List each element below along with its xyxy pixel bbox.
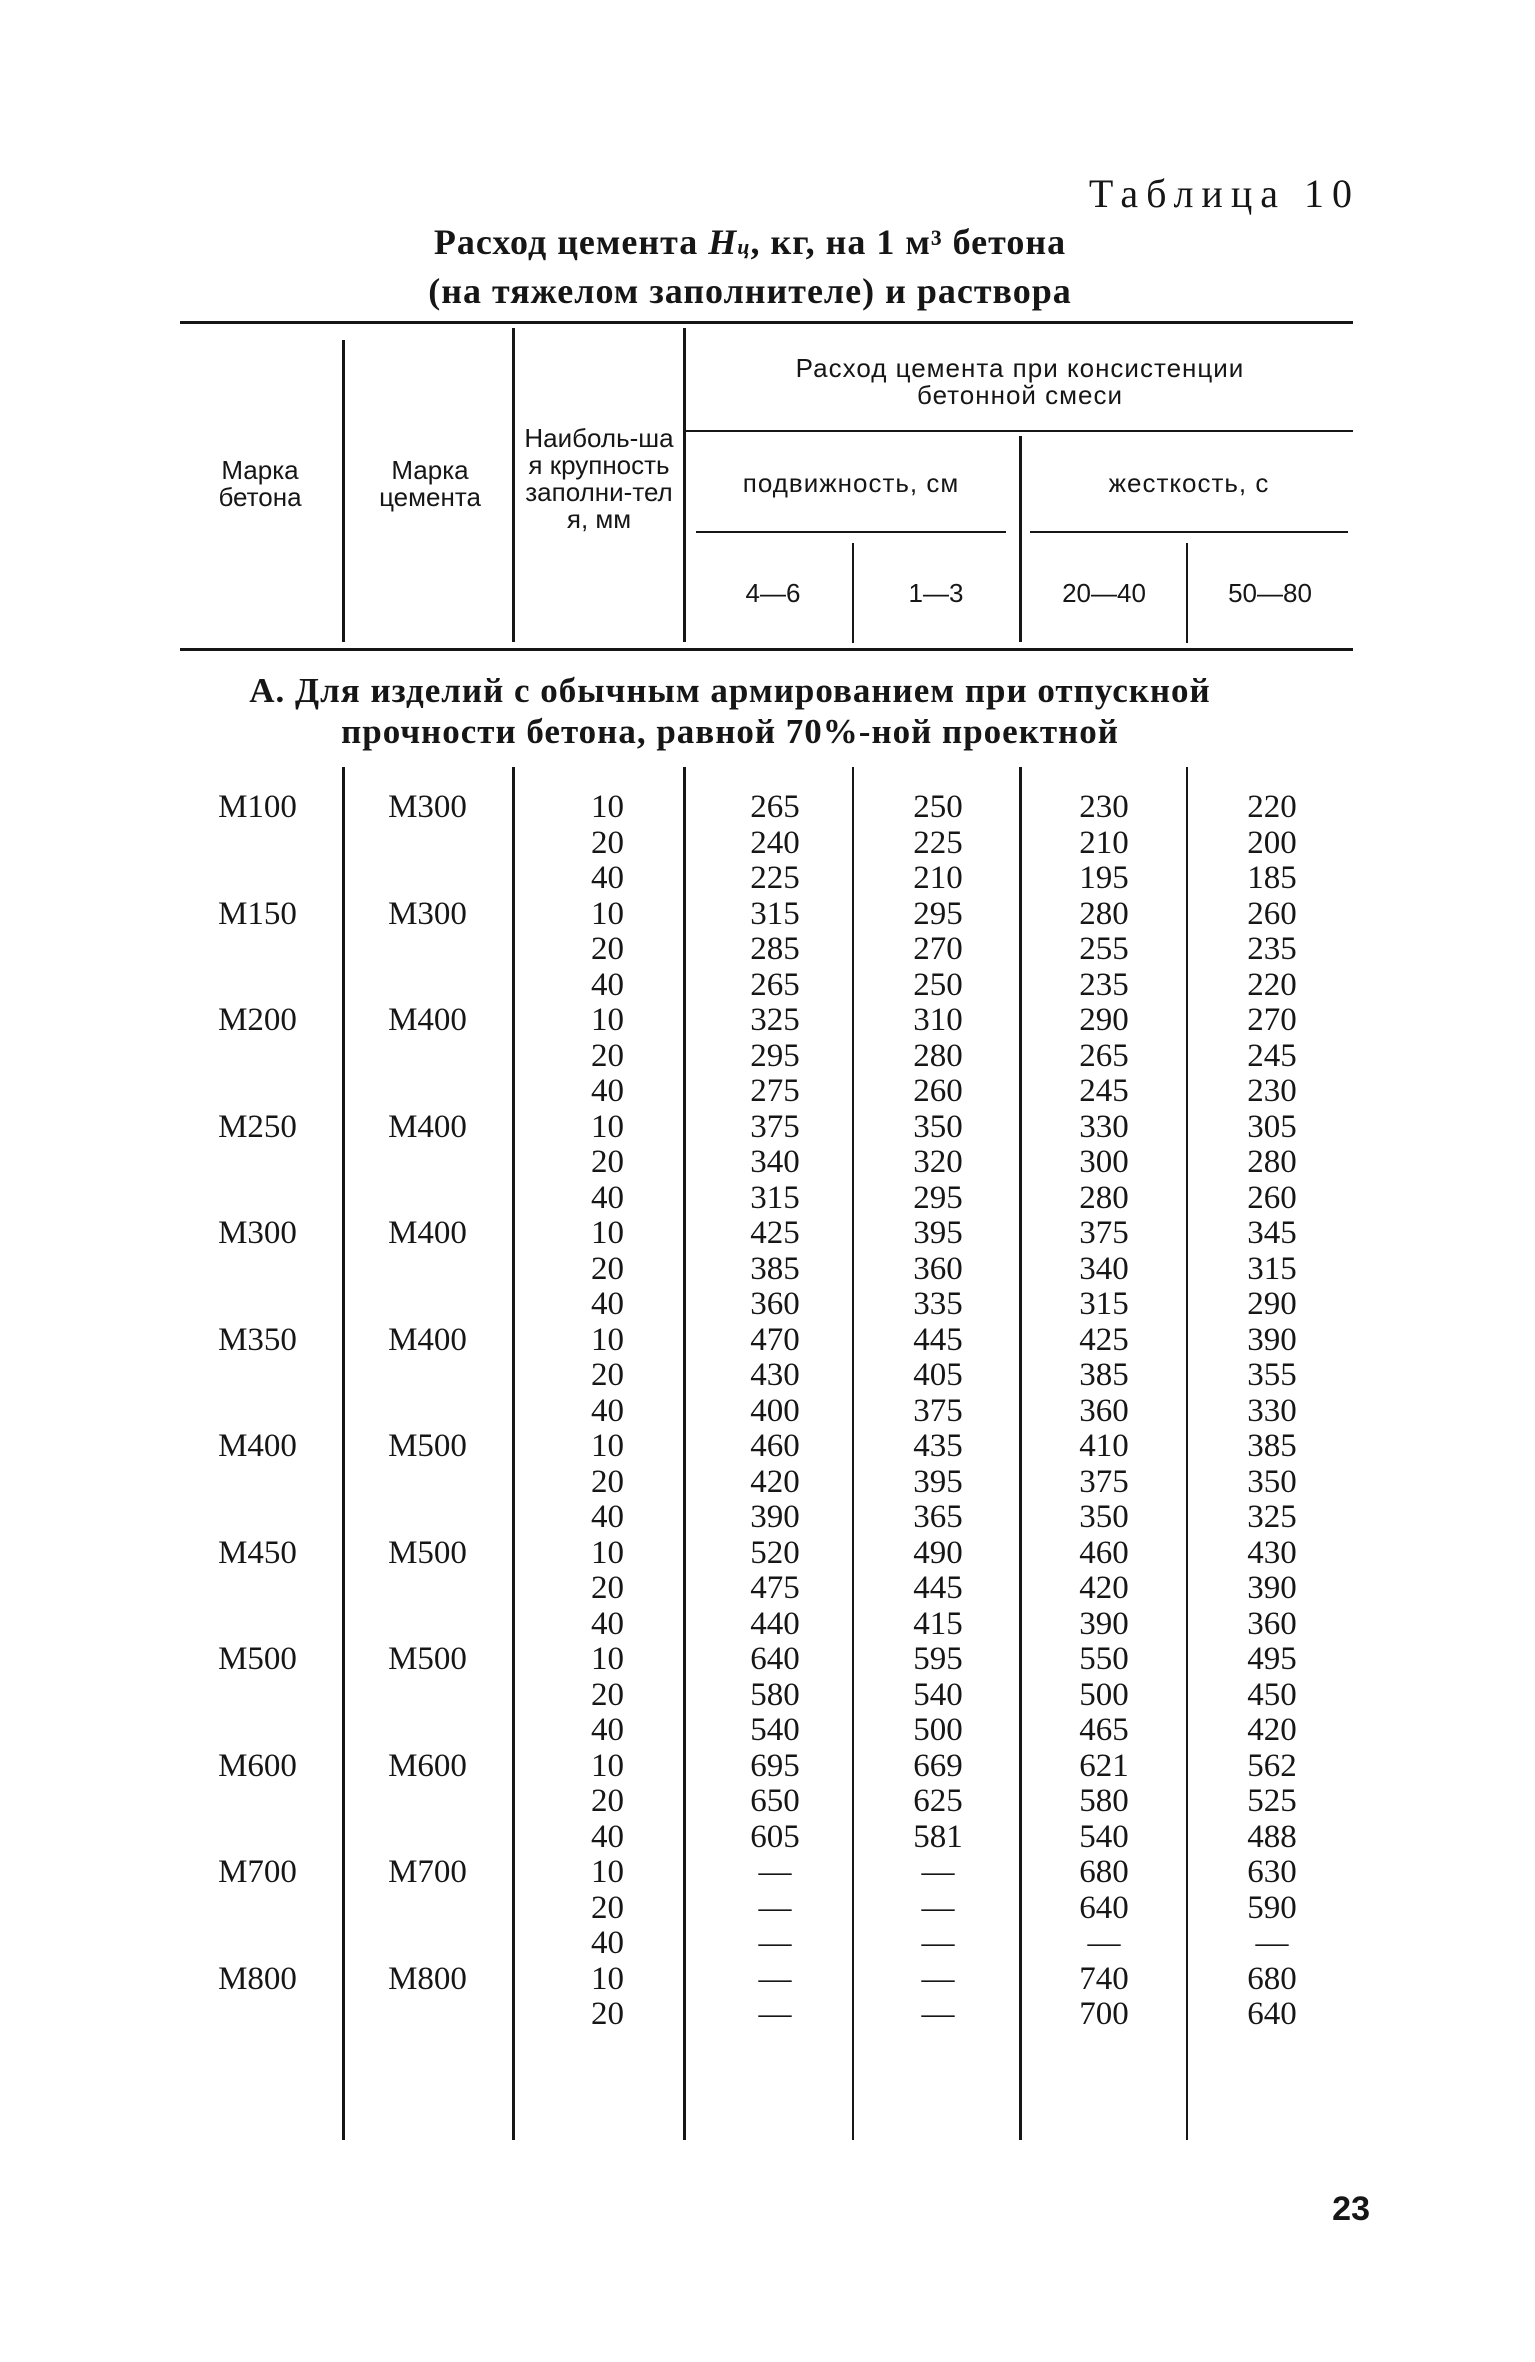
stiffness-50-80-cell: 450 xyxy=(1247,1676,1297,1713)
mobility-4-6-cell: 285 xyxy=(750,931,800,967)
mobility-1-3-cell: 350 xyxy=(913,1108,963,1145)
mobility-1-3-cell: 595 xyxy=(913,1641,963,1677)
mobility-4-6-cell: 400 xyxy=(750,1392,800,1429)
stiffness-50-80-cell: 235 xyxy=(1247,931,1297,967)
concrete-grade-cell: М700 xyxy=(218,1854,297,1890)
mobility-4-6-cell: 315 xyxy=(750,1179,800,1216)
stiffness-50-80-cell: 200 xyxy=(1247,824,1297,861)
stiffness-50-80-cell: 230 xyxy=(1247,1073,1297,1109)
mobility-4-6-cell: 470 xyxy=(750,1321,800,1358)
mobility-4-6-cell: 540 xyxy=(750,1712,800,1748)
stiffness-50-80-cell: 260 xyxy=(1247,1179,1297,1216)
cement-grade-cell: М800 xyxy=(388,1960,467,1997)
header-consumption-group: Расход цемента при консистенции бетонной смеси xyxy=(795,353,1245,410)
stiffness-50-80-cell: 488 xyxy=(1247,1818,1297,1855)
header-mobility: подвижность, см xyxy=(742,468,960,498)
stiffness-50-80-cell: 495 xyxy=(1247,1641,1297,1677)
table-row xyxy=(0,1465,1535,1501)
stiffness-20-40-cell: 280 xyxy=(1079,895,1129,932)
header-cement-grade: Марка цемента xyxy=(379,455,481,512)
stiffness-20-40-cell: — xyxy=(1087,1925,1121,1961)
stiffness-50-80-cell: 315 xyxy=(1247,1250,1297,1287)
mobility-4-6-cell: — xyxy=(758,1889,792,1926)
table-row xyxy=(0,1855,1535,1891)
stiffness-20-40-cell: 245 xyxy=(1079,1073,1129,1109)
mobility-4-6-cell: — xyxy=(758,1925,792,1961)
concrete-grade-cell: М600 xyxy=(218,1747,297,1784)
aggregate-size-cell: 20 xyxy=(591,1463,624,1500)
table-row xyxy=(0,1003,1535,1039)
table-row xyxy=(0,1891,1535,1927)
header-stiffness-20-40: 20—40 xyxy=(1062,578,1146,608)
table-row xyxy=(0,1287,1535,1323)
table-row xyxy=(0,1039,1535,1075)
mobility-1-3-cell: 405 xyxy=(913,1357,963,1393)
mobility-1-3-cell: 415 xyxy=(913,1605,963,1642)
mobility-4-6-cell: 425 xyxy=(750,1215,800,1251)
stiffness-20-40-cell: 340 xyxy=(1079,1250,1129,1287)
table-row xyxy=(0,1678,1535,1714)
aggregate-size-cell: 40 xyxy=(591,1712,624,1748)
mobility-1-3-cell: — xyxy=(921,1996,955,2032)
table-row xyxy=(0,1181,1535,1217)
stiffness-20-40-cell: 195 xyxy=(1079,860,1129,896)
table-row xyxy=(0,1926,1535,1962)
mobility-1-3-cell: 669 xyxy=(913,1747,963,1784)
mobility-4-6-cell: 475 xyxy=(750,1570,800,1606)
aggregate-size-cell: 10 xyxy=(591,1534,624,1571)
aggregate-size-cell: 40 xyxy=(591,1605,624,1642)
cement-grade-cell: М400 xyxy=(388,1108,467,1145)
mobility-1-3-cell: 540 xyxy=(913,1676,963,1713)
title-symbol: Н xyxy=(708,222,738,262)
stiffness-50-80-cell: 325 xyxy=(1247,1499,1297,1535)
stiffness-50-80-cell: 270 xyxy=(1247,1002,1297,1038)
mobility-1-3-cell: 225 xyxy=(913,824,963,861)
concrete-grade-cell: М150 xyxy=(218,895,297,932)
stiffness-50-80-cell: 385 xyxy=(1247,1428,1297,1464)
aggregate-size-cell: 40 xyxy=(591,1925,624,1961)
stiffness-20-40-cell: 360 xyxy=(1079,1392,1129,1429)
mobility-4-6-cell: 375 xyxy=(750,1108,800,1145)
aggregate-size-cell: 40 xyxy=(591,1499,624,1535)
mobility-4-6-cell: 580 xyxy=(750,1676,800,1713)
aggregate-size-cell: 10 xyxy=(591,1747,624,1784)
stiffness-20-40-cell: 290 xyxy=(1079,1002,1129,1038)
mobility-1-3-cell: 210 xyxy=(913,860,963,896)
stiffness-20-40-cell: 680 xyxy=(1079,1854,1129,1890)
stiffness-50-80-cell: 630 xyxy=(1247,1854,1297,1890)
table-row xyxy=(0,1110,1535,1146)
stiffness-50-80-cell: 355 xyxy=(1247,1357,1297,1393)
stiffness-50-80-cell: 290 xyxy=(1247,1286,1297,1322)
table-row xyxy=(0,1536,1535,1572)
mobility-4-6-cell: 265 xyxy=(750,789,800,825)
stiffness-50-80-cell: 562 xyxy=(1247,1747,1297,1784)
title-suffix: , кг, на 1 м³ бетона xyxy=(750,222,1067,262)
table-row xyxy=(0,1429,1535,1465)
mobility-1-3-cell: 280 xyxy=(913,1037,963,1074)
concrete-grade-cell: М500 xyxy=(218,1641,297,1677)
stiffness-50-80-cell: 220 xyxy=(1247,789,1297,825)
cement-grade-cell: М400 xyxy=(388,1215,467,1251)
concrete-grade-cell: М350 xyxy=(218,1321,297,1358)
cement-grade-cell: М700 xyxy=(388,1854,467,1890)
stiffness-20-40-cell: 210 xyxy=(1079,824,1129,861)
stiffness-50-80-cell: 640 xyxy=(1247,1996,1297,2032)
stiffness-50-80-cell: 420 xyxy=(1247,1712,1297,1748)
stiffness-20-40-cell: 420 xyxy=(1079,1570,1129,1606)
mobility-1-3-cell: 260 xyxy=(913,1073,963,1109)
header-vline-6 xyxy=(1186,543,1188,643)
cement-grade-cell: М600 xyxy=(388,1747,467,1784)
mobility-1-3-cell: — xyxy=(921,1889,955,1926)
table-row xyxy=(0,1997,1535,2033)
stiffness-50-80-cell: 390 xyxy=(1247,1570,1297,1606)
aggregate-size-cell: 10 xyxy=(591,1428,624,1464)
aggregate-size-cell: 40 xyxy=(591,1073,624,1109)
stiffness-20-40-cell: 640 xyxy=(1079,1889,1129,1926)
mobility-1-3-cell: 581 xyxy=(913,1818,963,1855)
mobility-1-3-cell: 365 xyxy=(913,1499,963,1535)
mobility-divider-rule xyxy=(696,531,1006,533)
stiffness-20-40-cell: 300 xyxy=(1079,1144,1129,1180)
table-row xyxy=(0,1145,1535,1181)
table-label: Таблица 10 xyxy=(1088,171,1360,216)
table-row xyxy=(0,968,1535,1004)
stiffness-20-40-cell: 375 xyxy=(1079,1215,1129,1251)
aggregate-size-cell: 20 xyxy=(591,931,624,967)
stiffness-50-80-cell: 280 xyxy=(1247,1144,1297,1180)
stiffness-20-40-cell: 235 xyxy=(1079,966,1129,1003)
mobility-4-6-cell: — xyxy=(758,1854,792,1890)
stiffness-20-40-cell: 265 xyxy=(1079,1037,1129,1074)
mobility-1-3-cell: 490 xyxy=(913,1534,963,1571)
table-row xyxy=(0,1252,1535,1288)
table-row xyxy=(0,1323,1535,1359)
aggregate-size-cell: 10 xyxy=(591,1108,624,1145)
cement-grade-cell: М300 xyxy=(388,789,467,825)
mobility-1-3-cell: — xyxy=(921,1854,955,1890)
table-title xyxy=(300,220,1200,313)
stiffness-20-40-cell: 375 xyxy=(1079,1463,1129,1500)
table-row xyxy=(0,790,1535,826)
concrete-grade-cell: М400 xyxy=(218,1428,297,1464)
mobility-1-3-cell: 310 xyxy=(913,1002,963,1038)
aggregate-size-cell: 40 xyxy=(591,1179,624,1216)
table-row xyxy=(0,1358,1535,1394)
mobility-1-3-cell: 295 xyxy=(913,1179,963,1216)
stiffness-50-80-cell: 220 xyxy=(1247,966,1297,1003)
header-aggregate-size: Наиболь-шая крупность заполни-теля, мм xyxy=(524,423,674,534)
table-row xyxy=(0,861,1535,897)
mobility-1-3-cell: 625 xyxy=(913,1783,963,1819)
page-number: 23 xyxy=(1332,2190,1370,2228)
aggregate-size-cell: 10 xyxy=(591,1641,624,1677)
mobility-4-6-cell: 420 xyxy=(750,1463,800,1500)
aggregate-size-cell: 20 xyxy=(591,824,624,861)
stiffness-20-40-cell: 315 xyxy=(1079,1286,1129,1322)
group-divider-rule xyxy=(686,430,1353,432)
stiffness-50-80-cell: 305 xyxy=(1247,1108,1297,1145)
mobility-4-6-cell: 605 xyxy=(750,1818,800,1855)
mobility-1-3-cell: 375 xyxy=(913,1392,963,1429)
stiffness-20-40-cell: 465 xyxy=(1079,1712,1129,1748)
stiffness-20-40-cell: 740 xyxy=(1079,1960,1129,1997)
stiffness-20-40-cell: 230 xyxy=(1079,789,1129,825)
mobility-4-6-cell: 430 xyxy=(750,1357,800,1393)
stiffness-50-80-cell: 330 xyxy=(1247,1392,1297,1429)
header-mobility-4-6: 4—6 xyxy=(745,578,801,608)
mobility-1-3-cell: — xyxy=(921,1925,955,1961)
mobility-4-6-cell: 385 xyxy=(750,1250,800,1287)
stiffness-50-80-cell: 430 xyxy=(1247,1534,1297,1571)
concrete-grade-cell: М800 xyxy=(218,1960,297,1997)
stiffness-20-40-cell: 460 xyxy=(1079,1534,1129,1571)
aggregate-size-cell: 20 xyxy=(591,1783,624,1819)
table-row xyxy=(0,1607,1535,1643)
mobility-4-6-cell: 340 xyxy=(750,1144,800,1180)
header-vline-4 xyxy=(852,543,854,643)
mobility-1-3-cell: 395 xyxy=(913,1215,963,1251)
table-row xyxy=(0,1500,1535,1536)
header-vline-5 xyxy=(1019,436,1022,642)
mobility-4-6-cell: — xyxy=(758,1996,792,2032)
mobility-4-6-cell: 440 xyxy=(750,1605,800,1642)
mobility-4-6-cell: 390 xyxy=(750,1499,800,1535)
mobility-1-3-cell: 250 xyxy=(913,966,963,1003)
header-stiffness: жесткость, с xyxy=(1108,468,1270,498)
stiffness-20-40-cell: 621 xyxy=(1079,1747,1129,1784)
table-row xyxy=(0,1820,1535,1856)
stiffness-50-80-cell: 245 xyxy=(1247,1037,1297,1074)
mobility-4-6-cell: 225 xyxy=(750,860,800,896)
mobility-4-6-cell: 325 xyxy=(750,1002,800,1038)
mobility-1-3-cell: 335 xyxy=(913,1286,963,1322)
stiffness-20-40-cell: 280 xyxy=(1079,1179,1129,1216)
stiffness-20-40-cell: 330 xyxy=(1079,1108,1129,1145)
mobility-4-6-cell: 640 xyxy=(750,1641,800,1677)
header-concrete-grade: Марка бетона xyxy=(218,455,302,512)
cement-grade-cell: М400 xyxy=(388,1002,467,1038)
aggregate-size-cell: 40 xyxy=(591,1392,624,1429)
cement-grade-cell: М500 xyxy=(388,1641,467,1677)
mobility-4-6-cell: 240 xyxy=(750,824,800,861)
mobility-4-6-cell: 265 xyxy=(750,966,800,1003)
mobility-1-3-cell: 435 xyxy=(913,1428,963,1464)
mobility-4-6-cell: 695 xyxy=(750,1747,800,1784)
mobility-1-3-cell: 445 xyxy=(913,1570,963,1606)
mobility-1-3-cell: 500 xyxy=(913,1712,963,1748)
mobility-1-3-cell: 395 xyxy=(913,1463,963,1500)
header-vline-3 xyxy=(683,328,686,642)
stiffness-50-80-cell: 345 xyxy=(1247,1215,1297,1251)
aggregate-size-cell: 20 xyxy=(591,1570,624,1606)
header-top-rule xyxy=(180,321,1353,324)
mobility-1-3-cell: 295 xyxy=(913,895,963,932)
concrete-grade-cell: М200 xyxy=(218,1002,297,1038)
table-row xyxy=(0,1216,1535,1252)
header-mobility-1-3: 1—3 xyxy=(908,578,964,608)
stiffness-50-80-cell: 260 xyxy=(1247,895,1297,932)
stiffness-50-80-cell: 390 xyxy=(1247,1321,1297,1358)
aggregate-size-cell: 10 xyxy=(591,1854,624,1890)
stiffness-divider-rule xyxy=(1030,531,1348,533)
concrete-grade-cell: М250 xyxy=(218,1108,297,1145)
cement-grade-cell: М500 xyxy=(388,1534,467,1571)
aggregate-size-cell: 40 xyxy=(591,1286,624,1322)
stiffness-20-40-cell: 390 xyxy=(1079,1605,1129,1642)
cement-grade-cell: М300 xyxy=(388,895,467,932)
aggregate-size-cell: 10 xyxy=(591,789,624,825)
table-row xyxy=(0,1394,1535,1430)
mobility-4-6-cell: 460 xyxy=(750,1428,800,1464)
section-a-line-1: А. Для изделий с обычным армированием при отпускной xyxy=(249,671,1211,710)
cement-grade-cell: М500 xyxy=(388,1428,467,1464)
table-row xyxy=(0,1074,1535,1110)
aggregate-size-cell: 10 xyxy=(591,1321,624,1358)
mobility-4-6-cell: — xyxy=(758,1960,792,1997)
stiffness-50-80-cell: 185 xyxy=(1247,860,1297,896)
table-row xyxy=(0,1784,1535,1820)
table-row xyxy=(0,826,1535,862)
aggregate-size-cell: 20 xyxy=(591,1357,624,1393)
stiffness-50-80-cell: 680 xyxy=(1247,1960,1297,1997)
stiffness-20-40-cell: 700 xyxy=(1079,1996,1129,2032)
table-row xyxy=(0,932,1535,968)
mobility-1-3-cell: — xyxy=(921,1960,955,1997)
stiffness-20-40-cell: 550 xyxy=(1079,1641,1129,1677)
table-row xyxy=(0,1571,1535,1607)
table-body xyxy=(0,790,1535,2033)
aggregate-size-cell: 20 xyxy=(591,1144,624,1180)
aggregate-size-cell: 20 xyxy=(591,1676,624,1713)
stiffness-20-40-cell: 540 xyxy=(1079,1818,1129,1855)
header-stiffness-50-80: 50—80 xyxy=(1228,578,1312,608)
aggregate-size-cell: 20 xyxy=(591,1996,624,2032)
header-vline-2 xyxy=(512,328,515,642)
title-line-2: (на тяжелом заполнителе) и раствора xyxy=(428,271,1072,311)
title-line-1 xyxy=(300,220,1200,269)
mobility-1-3-cell: 360 xyxy=(913,1250,963,1287)
stiffness-50-80-cell: — xyxy=(1255,1925,1289,1961)
aggregate-size-cell: 10 xyxy=(591,895,624,932)
mobility-1-3-cell: 250 xyxy=(913,789,963,825)
mobility-4-6-cell: 650 xyxy=(750,1783,800,1819)
header-bottom-rule xyxy=(180,648,1353,651)
header-vline-1 xyxy=(342,340,345,642)
cement-grade-cell: М400 xyxy=(388,1321,467,1358)
mobility-4-6-cell: 275 xyxy=(750,1073,800,1109)
stiffness-20-40-cell: 350 xyxy=(1079,1499,1129,1535)
stiffness-50-80-cell: 590 xyxy=(1247,1889,1297,1926)
aggregate-size-cell: 20 xyxy=(591,1889,624,1926)
mobility-4-6-cell: 315 xyxy=(750,895,800,932)
stiffness-20-40-cell: 410 xyxy=(1079,1428,1129,1464)
aggregate-size-cell: 20 xyxy=(591,1250,624,1287)
mobility-4-6-cell: 295 xyxy=(750,1037,800,1074)
stiffness-20-40-cell: 385 xyxy=(1079,1357,1129,1393)
table-row xyxy=(0,1713,1535,1749)
concrete-grade-cell: М300 xyxy=(218,1215,297,1251)
title-prefix: Расход цемента xyxy=(433,222,709,262)
table-row xyxy=(0,897,1535,933)
aggregate-size-cell: 40 xyxy=(591,1818,624,1855)
table-row xyxy=(0,1642,1535,1678)
aggregate-size-cell: 20 xyxy=(591,1037,624,1074)
stiffness-20-40-cell: 580 xyxy=(1079,1783,1129,1819)
mobility-4-6-cell: 520 xyxy=(750,1534,800,1571)
concrete-grade-cell: М450 xyxy=(218,1534,297,1571)
concrete-grade-cell: М100 xyxy=(218,789,297,825)
mobility-4-6-cell: 360 xyxy=(750,1286,800,1322)
section-a-line-2: прочности бетона, равной 70%-ной проектной xyxy=(341,712,1119,751)
stiffness-50-80-cell: 360 xyxy=(1247,1605,1297,1642)
aggregate-size-cell: 40 xyxy=(591,860,624,896)
title-symbol-subscript: ц xyxy=(737,234,751,259)
aggregate-size-cell: 10 xyxy=(591,1002,624,1038)
table-row xyxy=(0,1962,1535,1998)
stiffness-50-80-cell: 525 xyxy=(1247,1783,1297,1819)
section-a-heading xyxy=(150,670,1310,752)
mobility-1-3-cell: 270 xyxy=(913,931,963,967)
stiffness-50-80-cell: 350 xyxy=(1247,1463,1297,1500)
mobility-1-3-cell: 445 xyxy=(913,1321,963,1358)
mobility-1-3-cell: 320 xyxy=(913,1144,963,1180)
aggregate-size-cell: 10 xyxy=(591,1215,624,1251)
stiffness-20-40-cell: 255 xyxy=(1079,931,1129,967)
stiffness-20-40-cell: 500 xyxy=(1079,1676,1129,1713)
stiffness-20-40-cell: 425 xyxy=(1079,1321,1129,1358)
table-row xyxy=(0,1749,1535,1785)
aggregate-size-cell: 40 xyxy=(591,966,624,1003)
aggregate-size-cell: 10 xyxy=(591,1960,624,1997)
